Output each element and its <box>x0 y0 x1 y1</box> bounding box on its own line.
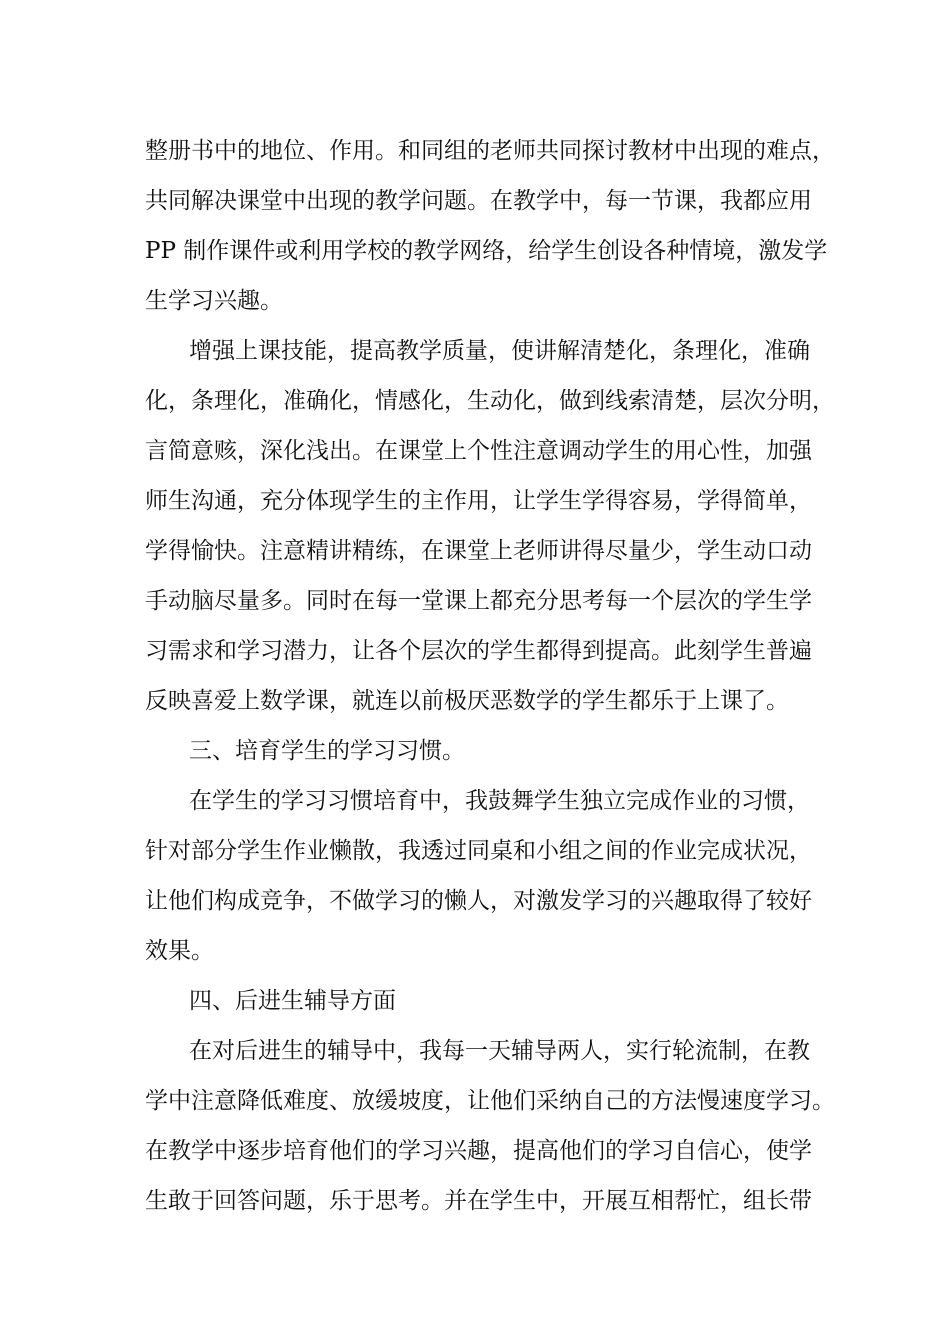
text-line: 共同解决课堂中出现的教学问题。在教学中，每一节课，我都应用 <box>145 188 812 214</box>
text-line: 效果。 <box>145 938 214 964</box>
text-line: 针对部分学生作业懒散，我透过同桌和小组之间的作业完成状况， <box>145 838 812 864</box>
text-line: 师生沟通，充分体现学生的主作用，让学生学得容易，学得简单， <box>145 488 812 514</box>
text-line: 言简意赅，深化浅出。在课堂上个性注意调动学生的用心性，加强 <box>145 438 812 464</box>
text-line: 手动脑尽量多。同时在每一堂课上都充分思考每一个层次的学生学 <box>145 588 812 614</box>
text-line: 习需求和学习潜力，让各个层次的学生都得到提高。此刻学生普遍 <box>145 638 812 664</box>
paragraph-first-line: 在学生的学习习惯培育中，我鼓舞学生独立完成作业的习惯， <box>189 788 810 814</box>
text-line: 反映喜爱上数学课，就连以前极厌恶数学的学生都乐于上课了。 <box>145 688 789 714</box>
paragraph-first-line: 增强上课技能，提高教学质量，使讲解清楚化，条理化，准确 <box>189 338 810 364</box>
text-line: PP 制作课件或利用学校的教学网络，给学生创设各种情境，激发学 <box>145 238 828 264</box>
section-heading: 三、培育学生的学习习惯。 <box>189 738 465 764</box>
text-line: 让他们构成竞争，不做学习的懒人，对激发学习的兴趣取得了较好 <box>145 888 812 914</box>
text-line: 学中注意降低难度、放缓坡度，让他们采纳自己的方法慢速度学习。 <box>145 1088 835 1114</box>
text-line: 在教学中逐步培育他们的学习兴趣，提高他们的学习自信心，使学 <box>145 1138 812 1164</box>
text-line: 生敢于回答问题，乐于思考。并在学生中，开展互相帮忙，组长带 <box>145 1188 812 1214</box>
text-line: 学得愉快。注意精讲精练，在课堂上老师讲得尽量少，学生动口动 <box>145 538 812 564</box>
text-line: 化，条理化，准确化，情感化，生动化，做到线索清楚，层次分明， <box>145 388 835 414</box>
text-line: 生学习兴趣。 <box>145 288 283 314</box>
section-heading: 四、后进生辅导方面 <box>189 988 396 1014</box>
paragraph-first-line: 在对后进生的辅导中，我每一天辅导两人，实行轮流制，在教 <box>189 1038 810 1064</box>
text-line: 整册书中的地位、作用。和同组的老师共同探讨教材中出现的难点， <box>145 138 835 164</box>
